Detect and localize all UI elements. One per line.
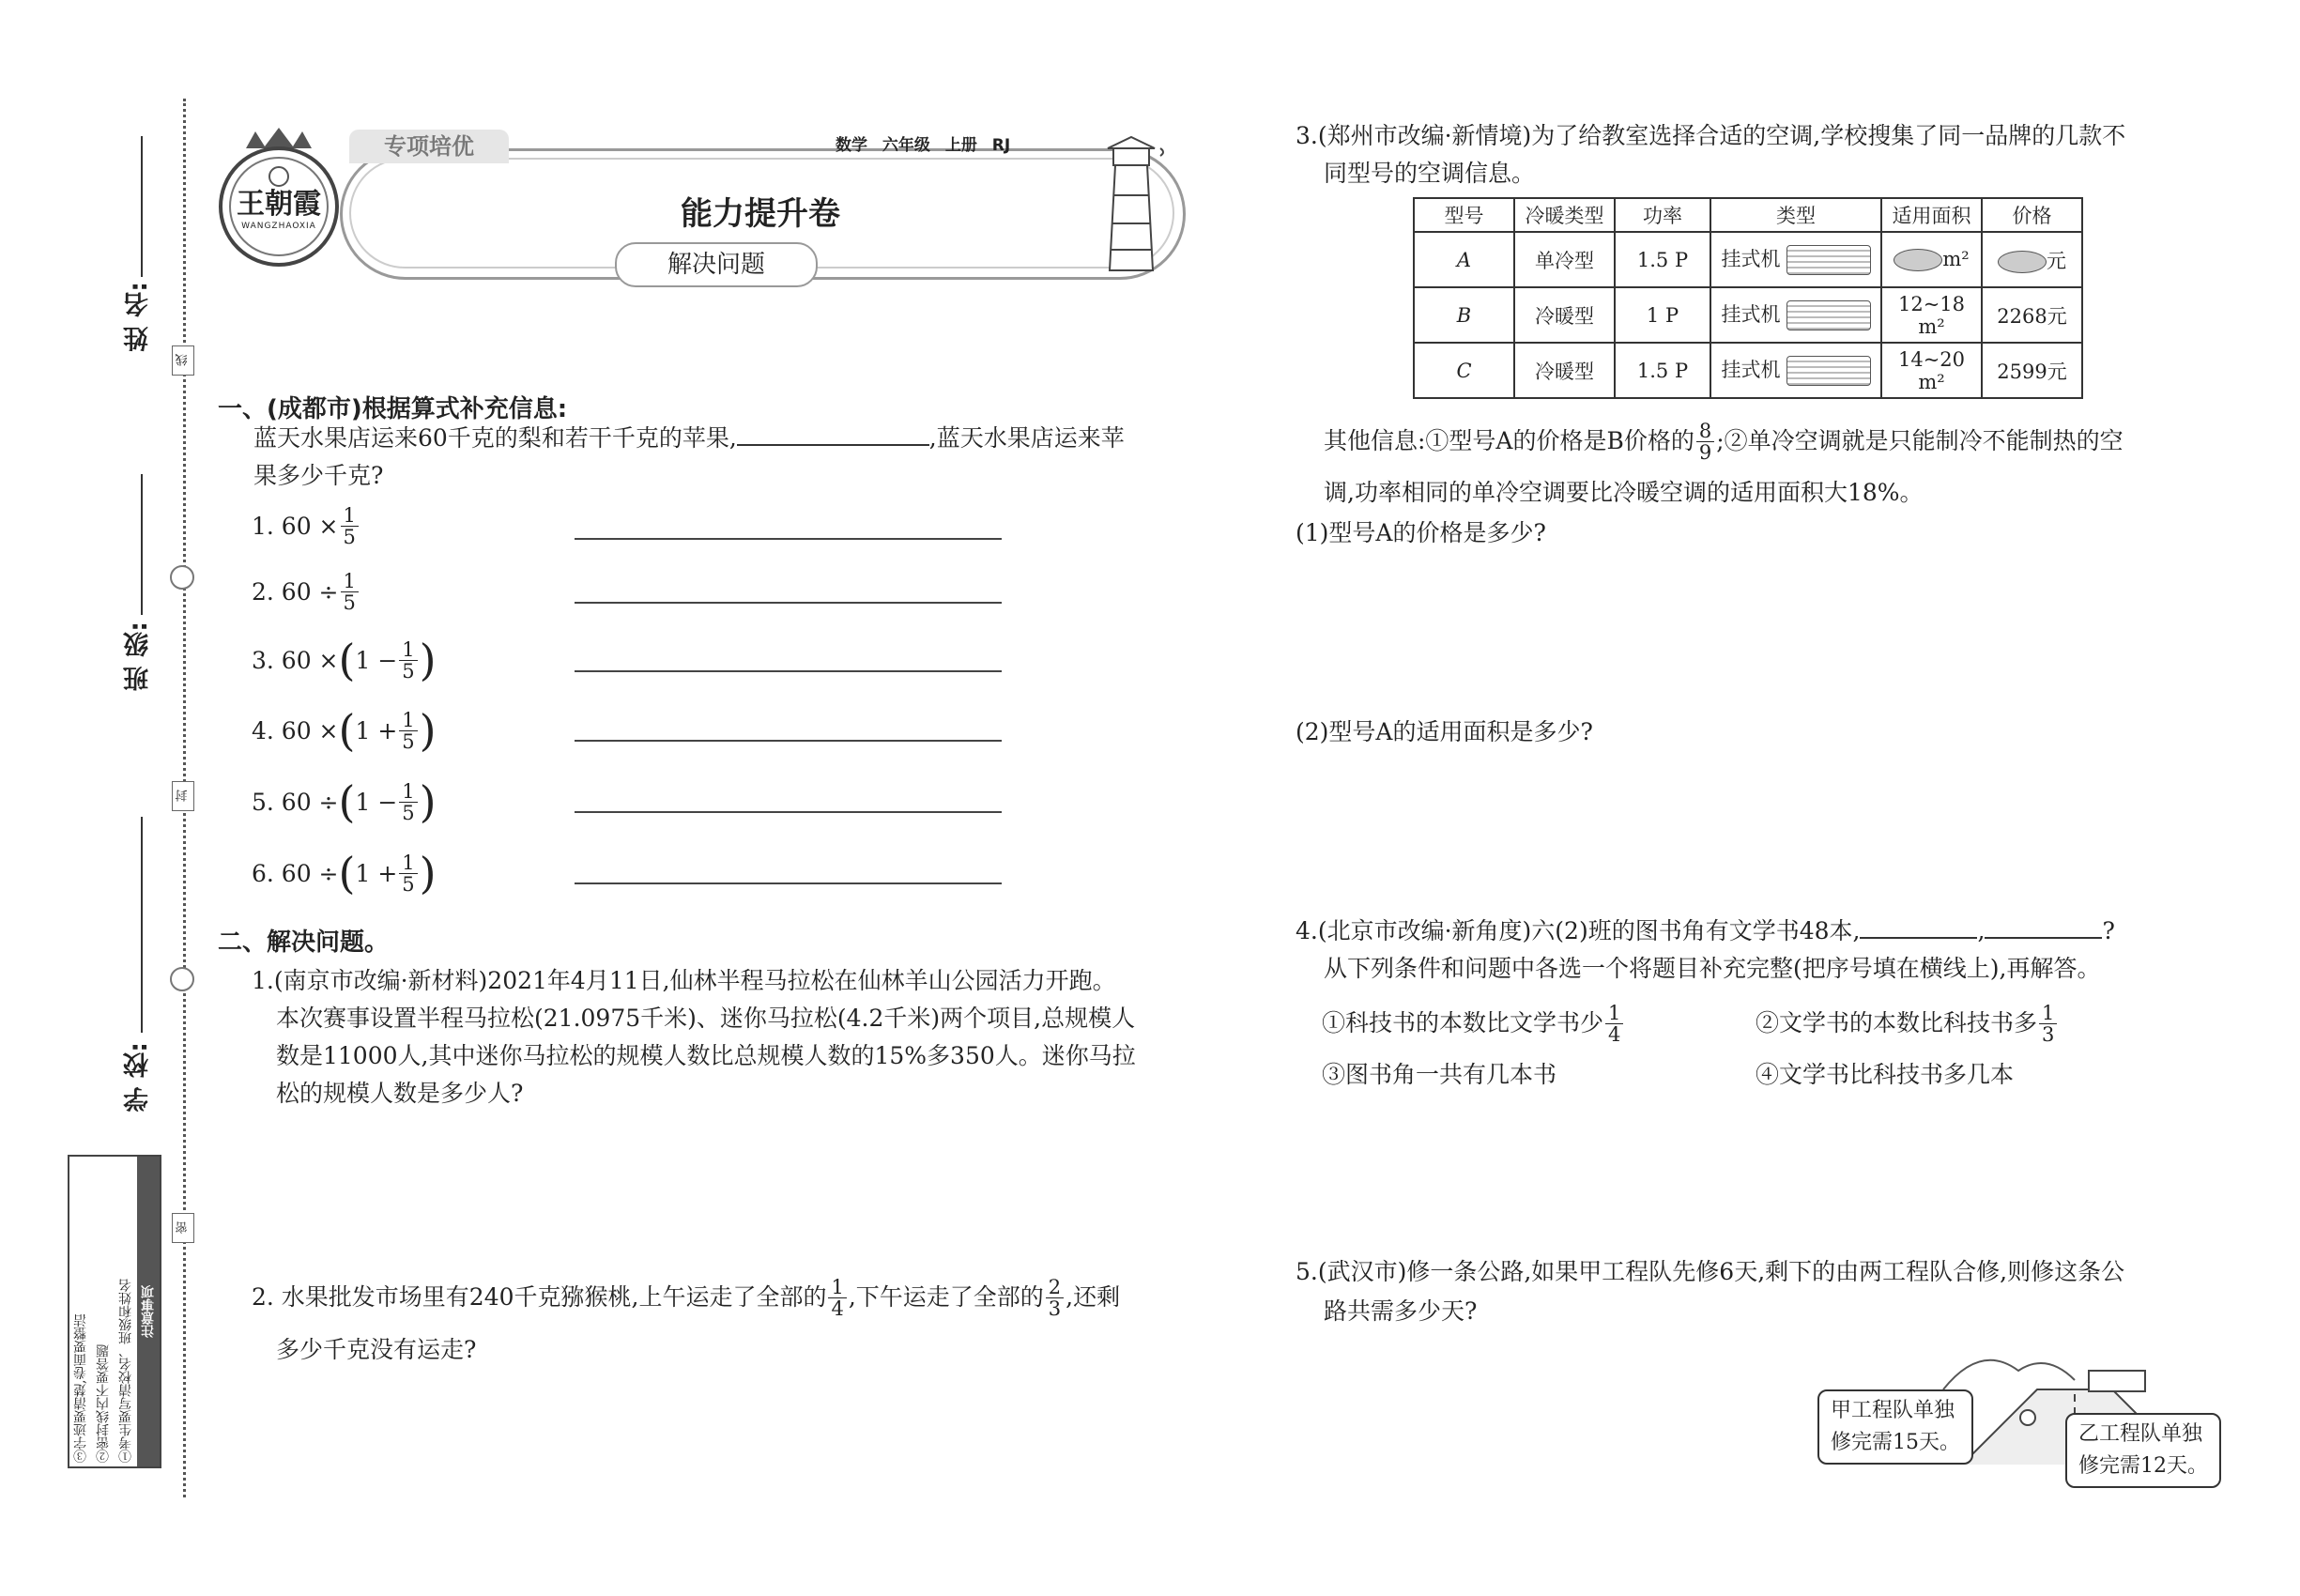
question-4-option-3: ③图书角一共有几本书 (1322, 1061, 1557, 1088)
answer-line-1[interactable] (575, 538, 1002, 540)
question-4-option-1 (1322, 995, 1625, 1051)
fraction-denominator: 4 (1608, 1022, 1621, 1046)
school-field[interactable] (141, 817, 143, 1033)
fraction (341, 505, 359, 547)
aircon-unit-icon (1786, 300, 1871, 330)
question-2-text: ,还剩 (1066, 1283, 1121, 1311)
section1-text-a: 蓝天水果店运来60千克的梨和若干千克的苹果, (253, 424, 737, 452)
question-4-sep: , (1977, 917, 1986, 944)
question-4-blank-2[interactable] (1985, 937, 2102, 939)
brand-pinyin: WANGZHAOXIA (241, 222, 316, 231)
name-field[interactable] (141, 136, 143, 277)
aircon-unit-icon (1786, 356, 1871, 386)
fraction-denominator: 5 (402, 801, 415, 824)
cut-mark-mi: 密 (172, 1213, 194, 1243)
fraction-numerator: 2 (1046, 1277, 1064, 1298)
section1-text-line2: 果多少千克? (253, 462, 384, 489)
notice-item: ①考生要写清校名、班级和姓名 (118, 1279, 133, 1463)
option-text: ①科技书的本数比文学书少 (1322, 1009, 1604, 1036)
class-field[interactable] (141, 474, 143, 615)
table-header-cell: 价格 (1982, 198, 2082, 232)
table-header-cell: 型号 (1414, 198, 1514, 232)
notice-box (68, 1155, 161, 1468)
bubble-text: 修完需12天。 (2078, 1454, 2208, 1478)
expression-6: 6. 60 ÷ ( 1 + $\frac{1}{5}$ ) (252, 848, 437, 898)
table-cell: 冷暖型 (1514, 287, 1615, 343)
table-cell-type (1710, 232, 1881, 287)
page-title: 能力提升卷 (681, 195, 840, 233)
expression-prefix: 5. 60 ÷ (252, 788, 339, 816)
fraction-numerator: 1 (341, 505, 359, 527)
question-5-line1: 5.(武汉市)修一条公路,如果甲工程队先修6天,剩下的由两工程队合修,则修这条公 (1296, 1258, 2125, 1285)
expression-op: 1 − (355, 646, 398, 674)
expression-2 (252, 563, 360, 620)
question-4-text: 4.(北京市改编·新角度)六(2)班的图书角有文学书48本, (1296, 917, 1861, 944)
fraction-numerator: 1 (828, 1277, 846, 1298)
section2-heading: 二、解决问题。 (218, 928, 390, 957)
type-label: 挂式机 (1721, 302, 1781, 326)
table-cell-type (1710, 343, 1881, 398)
speech-bubble-team-a (1817, 1389, 1973, 1465)
answer-line-3[interactable] (575, 670, 1002, 672)
price-unit: 元 (2047, 249, 2066, 272)
info-text: ;②单冷空调就是只能制冷不能制热的空 (1716, 427, 2124, 454)
bubble-text: 修完需15天。 (1831, 1431, 1960, 1454)
table-cell: 2599元 (1982, 343, 2082, 398)
question-4-line1 (1296, 913, 2115, 950)
question-1-line: 松的规模人数是多少人? (276, 1080, 524, 1107)
expression-op: 1 − (355, 788, 398, 816)
table-header-cell: 冷暖类型 (1514, 198, 1615, 232)
table-cell-model: C (1414, 343, 1514, 398)
table-cell: 1 P (1615, 287, 1710, 343)
fraction (399, 781, 417, 823)
binding-ring-icon (170, 967, 194, 991)
section1-heading: 一、(成都市)根据算式补充信息: (218, 395, 568, 423)
fraction-numerator: 1 (2039, 1003, 2057, 1024)
answer-line-2[interactable] (575, 602, 1002, 604)
fraction-numerator: 1 (341, 571, 359, 592)
fraction-numerator: 1 (399, 852, 417, 874)
question-4-line2: 从下列条件和问题中各选一个将题目补充完整(把序号填在横线上),再解答。 (1324, 955, 2101, 982)
speech-bubble-team-b (2065, 1413, 2221, 1488)
question-3-info-line1 (1324, 413, 2124, 469)
question-2-text: 2. 水果批发市场里有240千克猕猴桃,上午运走了全部的 (252, 1283, 827, 1311)
answer-line-4[interactable] (575, 740, 1002, 742)
table-row (1414, 232, 2082, 287)
answer-line-5[interactable] (575, 811, 1002, 813)
expression-4: 4. 60 × ( 1 + $\frac{1}{5}$ ) (252, 705, 437, 756)
brand-name: 王朝霞 (237, 188, 321, 221)
table-cell-model: B (1414, 287, 1514, 343)
type-label: 挂式机 (1721, 358, 1781, 381)
fraction (1605, 1003, 1623, 1045)
table-cell-area (1881, 232, 1982, 287)
bubble-text: 甲工程队单独 (1831, 1399, 1955, 1422)
fraction-denominator: 3 (2042, 1022, 2055, 1046)
fraction-numerator: 1 (399, 781, 417, 803)
fraction-numerator: 1 (399, 639, 417, 661)
question-4-option-4: ④文学书比科技书多几本 (1756, 1061, 2015, 1088)
table-header-cell: 适用面积 (1881, 198, 1982, 232)
question-4-option-2 (1756, 995, 2059, 1051)
expression-prefix: 4. 60 × (252, 716, 339, 744)
table-header-row (1414, 198, 2082, 232)
fraction (399, 852, 417, 895)
fraction-denominator: 5 (402, 872, 415, 896)
notice-item: ②密封线内不要答题 (96, 1344, 111, 1463)
fraction-denominator: 5 (343, 525, 356, 548)
expression-op: 1 + (355, 859, 398, 887)
section1-text-line1 (253, 420, 1125, 457)
fraction (1696, 421, 1714, 463)
fraction-numerator: 1 (399, 710, 417, 731)
class-label: 班 级: (124, 622, 153, 692)
table-row (1414, 343, 2082, 398)
expression-prefix: 1. 60 × (252, 512, 339, 540)
fraction-denominator: 9 (1698, 440, 1712, 464)
question-2-line1 (252, 1269, 1120, 1326)
table-header-cell: 类型 (1710, 198, 1881, 232)
notice-title: 注意事项 (137, 1157, 160, 1466)
question-3-sub2: (2)型号A的适用面积是多少? (1296, 718, 1593, 745)
expression-prefix: 2. 60 ÷ (252, 577, 339, 606)
question-2-text: ,下午运走了全部的 (848, 1283, 1044, 1311)
series-tab: 专项培优 (349, 130, 509, 163)
expression-prefix: 3. 60 × (252, 646, 339, 674)
table-cell-price (1982, 232, 2082, 287)
ink-blot-icon (1998, 251, 2047, 273)
ink-blot-icon (1894, 249, 1942, 271)
expression-prefix: 6. 60 ÷ (252, 859, 339, 887)
question-3-line2: 同型号的空调信息。 (1324, 160, 1536, 187)
question-2-line2: 多少千克没有运走? (276, 1336, 477, 1363)
fraction-numerator: 1 (1605, 1003, 1623, 1024)
table-cell: 单冷型 (1514, 232, 1615, 287)
section1-blank[interactable] (737, 444, 929, 446)
type-label: 挂式机 (1721, 247, 1781, 270)
question-1-line: 1.(南京市改编·新材料)2021年4月11日,仙林半程马拉松在仙林羊山公园活力开跑。 (252, 967, 1116, 994)
school-label: 学 校: (124, 1042, 153, 1113)
fraction (341, 571, 359, 613)
question-1-line: 本次赛事设置半程马拉松(21.0975千米)、迷你马拉松(4.2千米)两个项目,总规模人 (276, 1005, 1136, 1032)
table-cell: 1.5 P (1615, 343, 1710, 398)
section1-text-b: ,蓝天水果店运来苹 (928, 424, 1125, 452)
table-cell-type (1710, 287, 1881, 343)
table-cell: 14~20 m² (1881, 343, 1982, 398)
fraction (828, 1277, 846, 1319)
fraction (1046, 1277, 1064, 1319)
page-subtitle: 解决问题 (615, 242, 818, 287)
option-text: ②文学书的本数比科技书多 (1756, 1009, 2038, 1036)
expression-5: 5. 60 ÷ ( 1 − $\frac{1}{5}$ ) (252, 776, 437, 827)
table-cell: 2268元 (1982, 287, 2082, 343)
table-cell: 1.5 P (1615, 232, 1710, 287)
area-unit: m² (1942, 247, 1970, 270)
expression-1 (252, 498, 360, 554)
fraction (2039, 1003, 2057, 1045)
aircon-unit-icon (1786, 245, 1871, 275)
expression-3: 3. 60 × ( 1 − $\frac{1}{5}$ ) (252, 635, 437, 685)
cut-mark-xian: 线 (172, 345, 194, 376)
fraction-denominator: 5 (402, 659, 415, 683)
table-cell: 冷暖型 (1514, 343, 1615, 398)
fraction (399, 639, 417, 682)
info-text: 其他信息:①型号A的价格是B价格的 (1324, 427, 1694, 454)
fraction-denominator: 3 (1048, 1297, 1062, 1320)
fraction-denominator: 5 (402, 729, 415, 753)
fraction-denominator: 4 (831, 1297, 844, 1320)
question-3-info-line2: 调,功率相同的单冷空调要比冷暖空调的适用面积大18%。 (1324, 479, 1924, 506)
table-cell: 12~18 m² (1881, 287, 1982, 343)
question-3-line1: 3.(郑州市改编·新情境)为了给教室选择合适的空调,学校搜集了同一品牌的几款不 (1296, 122, 2126, 149)
lighthouse-icon (1080, 130, 1183, 280)
fraction-numerator: 8 (1696, 421, 1714, 442)
name-label: 姓 名: (124, 282, 153, 352)
question-5-line2: 路共需多少天? (1324, 1297, 1478, 1325)
question-3-sub1: (1)型号A的价格是多少? (1296, 519, 1546, 546)
table-cell-model: A (1414, 232, 1514, 287)
question-4-end: ? (2102, 917, 2115, 944)
answer-line-6[interactable] (575, 882, 1002, 884)
binding-ring-icon (170, 565, 194, 590)
cut-mark-feng: 封 (172, 781, 194, 811)
expression-op: 1 + (355, 716, 398, 744)
book-meta: 数学 六年级 上册 RJ (836, 136, 1011, 155)
lighthouse-illustration (1080, 130, 1183, 280)
aircon-table (1413, 197, 2083, 399)
table-row (1414, 287, 2082, 343)
question-4-blank-1[interactable] (1860, 937, 1977, 939)
notice-item: ③字迹要清楚,卷面要整洁 (73, 1313, 88, 1463)
fraction-denominator: 5 (343, 591, 356, 614)
table-header-cell: 功率 (1615, 198, 1710, 232)
bubble-text: 乙工程队单独 (2078, 1422, 2203, 1446)
question-1-line: 数是11000人,其中迷你马拉松的规模人数比总规模人数的15%多350人。迷你马拉 (276, 1042, 1136, 1069)
fraction (399, 710, 417, 752)
